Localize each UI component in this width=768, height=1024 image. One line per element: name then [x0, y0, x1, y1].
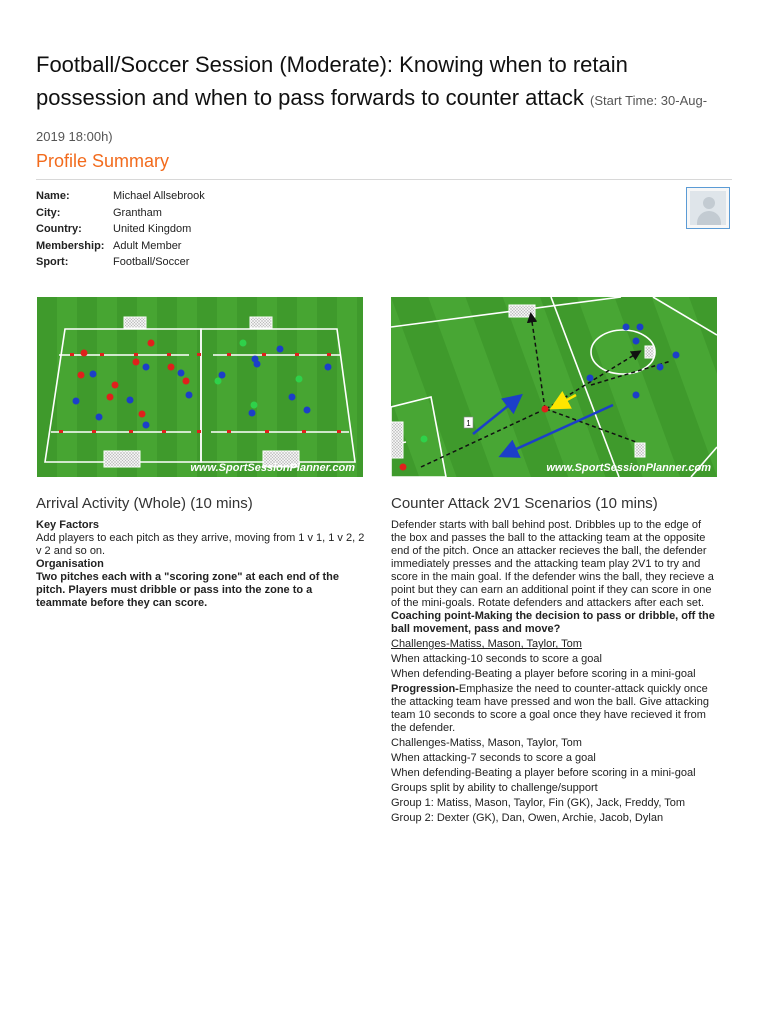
- goalkeeper: [421, 436, 428, 443]
- defending-line: When defending-Beating a player before scoring in a mini-goal: [391, 767, 696, 779]
- organisation-text: Two pitches each with a "scoring zone" at each end of the pitch. Players must dribble or pass into the zone to a teammate before they can score.: [36, 571, 339, 609]
- counter-attack-text: [391, 519, 719, 825]
- watermark: www.SportSessionPlanner.com: [190, 462, 355, 474]
- challenges-line: Challenges-Matiss, Mason, Taylor, Tom: [391, 638, 582, 650]
- defender-player: [542, 406, 549, 413]
- profile-row-membership: [36, 238, 205, 255]
- defender-start-player: [400, 464, 407, 471]
- start-time: (Start Time: 30-Aug-2019 18:00h): [36, 93, 708, 144]
- session-title: [36, 48, 726, 153]
- profile-row-sport: [36, 254, 205, 271]
- session-title-text: Football/Soccer Session (Moderate): Knowing when to retain possession and when to pass forwards to counter attack: [36, 52, 628, 110]
- groups-note: Groups split by ability to challenge/support: [391, 782, 598, 794]
- key-factors-text: Add players to each pitch as they arrive, moving from 1 v 1, 1 v 2, 2 v 2 and so on.: [36, 532, 365, 557]
- profile-row-city: [36, 205, 205, 222]
- section-divider: [36, 179, 732, 180]
- profile-value: Grantham: [113, 206, 162, 219]
- profile-label: Membership:: [36, 239, 105, 252]
- counter-attack-title: Counter Attack 2V1 Scenarios (10 mins): [391, 495, 658, 512]
- coaching-point: Coaching point-Making the decision to pass or dribble, off the ball movement, pass and move?: [391, 610, 715, 635]
- marker-one: [464, 417, 473, 428]
- group-two: Group 2: Dexter (GK), Dan, Owen, Archie, Jacob, Dylan: [391, 812, 664, 824]
- organisation-label: Organisation: [36, 558, 104, 570]
- profile-label: City:: [36, 206, 61, 219]
- avatar: [686, 187, 730, 229]
- profile-value: Adult Member: [113, 239, 182, 252]
- profile-details: [36, 188, 205, 271]
- attacking-line: When attacking-7 seconds to score a goal: [391, 752, 596, 764]
- profile-label: Country:: [36, 223, 82, 235]
- user-silhouette-icon: [690, 191, 726, 225]
- arrival-activity-diagram: [37, 297, 363, 477]
- profile-row-country: [36, 221, 205, 238]
- intro-text: Defender starts with ball behind post. Dribbles up to the edge of the box and passes the ball to the attacking team at the opposite end of the pitch. Once an attacker recieves the ball, the defender immediately presses and the attacking team play 2V1 to try and score in the main goal. If the defender wins the ball, they recieve a point but they can earn an additional point if they can score in one of the mini-goals. Rotate defenders and attackers after each set.: [391, 519, 714, 609]
- profile-value: Michael Allsebrook: [113, 190, 205, 202]
- progression-paragraph: [391, 683, 719, 735]
- profile-label: Name:: [36, 190, 70, 202]
- arrival-activity-text: [36, 519, 366, 610]
- attacking-line: When attacking-10 seconds to score a goal: [391, 653, 602, 665]
- arrival-activity-title: Arrival Activity (Whole) (10 mins): [36, 495, 253, 512]
- defending-line: When defending-Beating a player before scoring in a mini-goal: [391, 668, 696, 680]
- marker-number: 1: [466, 419, 471, 428]
- key-factors-label: Key Factors: [36, 519, 99, 531]
- progression-text: Emphasize the need to counter-attack quickly once the attacking team have pressed and won the ball. Give attacking team 10 seconds to score a goal once they have recieved it from the defender.: [391, 683, 709, 734]
- profile-label: Sport:: [36, 256, 69, 268]
- challenges-line: Challenges-Matiss, Mason, Taylor, Tom: [391, 737, 582, 749]
- profile-value: Football/Soccer: [113, 256, 190, 268]
- profile-summary-heading: Profile Summary: [36, 151, 170, 171]
- counter-attack-diagram: [391, 297, 717, 477]
- group-one: Group 1: Matiss, Mason, Taylor, Fin (GK), Jack, Freddy, Tom: [391, 797, 686, 809]
- profile-row-name: [36, 188, 205, 205]
- watermark: www.SportSessionPlanner.com: [546, 462, 711, 474]
- profile-value: United Kingdom: [113, 223, 192, 235]
- progression-label: Progression-: [391, 683, 459, 695]
